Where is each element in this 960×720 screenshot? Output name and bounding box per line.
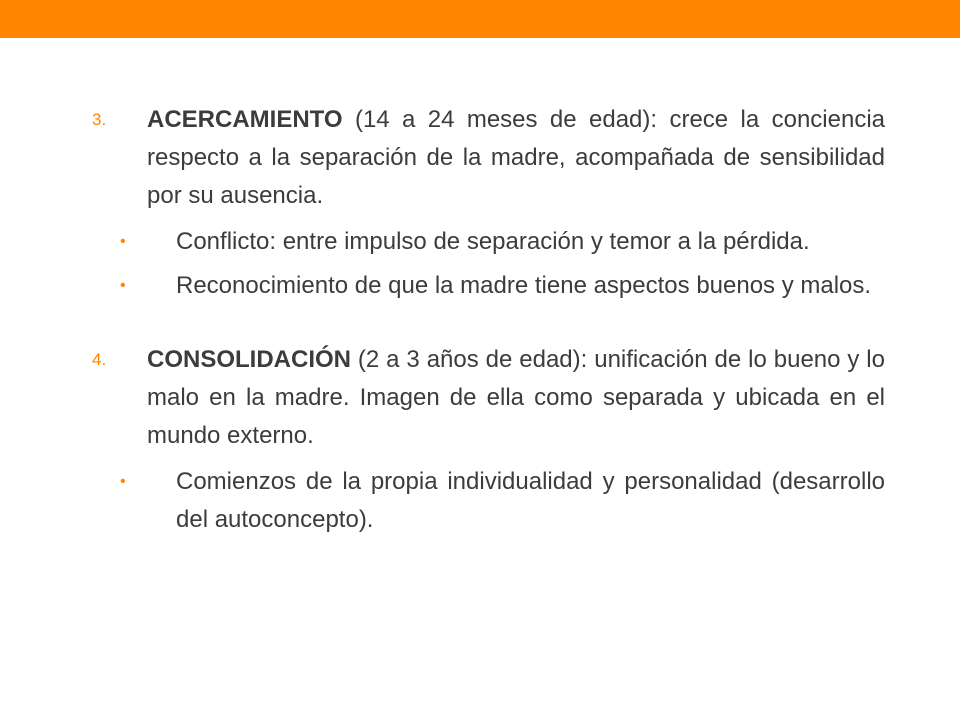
item-heading: ACERCAMIENTO (147, 106, 343, 133)
item-text: (14 a 24 meses de edad): crece la conciencia respecto a la separación de la madre, acompañada de sensibilidad por su ausencia. (147, 106, 885, 209)
bullet-item (92, 267, 885, 305)
bullet-item (92, 223, 885, 261)
bullet-icon: • (120, 277, 126, 294)
bullet-text: Comienzos de la propia individualidad y personalidad (desarrollo del autoconcepto). (176, 468, 885, 533)
bullet-icon: • (120, 473, 126, 490)
top-accent-bar (0, 0, 960, 38)
item-text: (2 a 3 años de edad): unificación de lo bueno y lo malo en la madre. Imagen de ella como separada y ubicada en el mundo externo. (147, 346, 885, 449)
item-heading: CONSOLIDACIÓN (147, 346, 351, 373)
bullet-item (92, 463, 885, 539)
slide-content (92, 101, 885, 539)
numbered-item-consolidacion (92, 341, 885, 455)
section-spacer (92, 305, 885, 341)
bullet-icon: • (120, 233, 126, 250)
item-number: 4. (92, 350, 107, 369)
numbered-item-acercamiento (92, 101, 885, 215)
item-number: 3. (92, 110, 107, 129)
bullet-text: Conflicto: entre impulso de separación y temor a la pérdida. (176, 228, 810, 255)
bullet-text: Reconocimiento de que la madre tiene aspectos buenos y malos. (176, 272, 872, 299)
